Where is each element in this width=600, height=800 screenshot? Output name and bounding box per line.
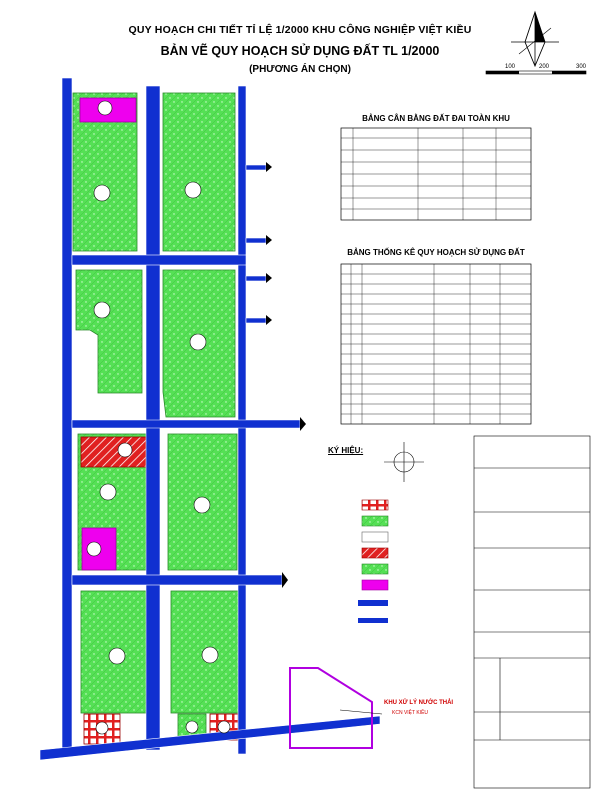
legend-compass (384, 442, 424, 482)
table-gridlines (341, 128, 531, 424)
scale-tick-300: 300 (576, 64, 587, 70)
road-stub-2 (246, 238, 266, 243)
lot-3 (76, 270, 142, 393)
table-frames (341, 128, 531, 424)
road-west (62, 78, 72, 756)
road-central (146, 86, 160, 750)
map-title: QUY HOẠCH CHI TIẾT TỈ LỆ 1/2000 KHU CÔNG NGHIỆP VIỆT KIỀU (128, 24, 472, 36)
road-stub-1 (246, 165, 266, 170)
scale-tick-100: 100 (505, 64, 516, 70)
map-option-label: (PHƯƠNG ÁN CHỌN) (249, 64, 351, 75)
map-subtitle: BẢN VẼ QUY HOẠCH SỬ DỤNG ĐẤT TL 1/2000 (160, 44, 440, 58)
road-arrows (266, 162, 306, 588)
title-block-frame (474, 436, 590, 788)
road-cross-1 (72, 255, 246, 265)
road-cross-2 (72, 420, 300, 428)
road-cross-3 (72, 575, 282, 585)
wastewater-boundary (290, 668, 372, 748)
wastewater-sublabel: KCN VIỆT KIỀU (392, 710, 429, 716)
stats-table-title: BẢNG THỐNG KÊ QUY HOẠCH SỬ DỤNG ĐẤT (347, 248, 525, 257)
road-stub-3 (246, 276, 266, 281)
lot-2 (163, 93, 235, 251)
balance-table-title: BẢNG CÂN BẰNG ĐẤT ĐAI TOÀN KHU (362, 114, 510, 123)
wastewater-label: KHU XỬ LÝ NƯỚC THẢI (384, 700, 454, 706)
scale-tick-200: 200 (539, 64, 550, 70)
legend-swatches (358, 500, 388, 623)
legend-heading: KÝ HIỆU: (328, 446, 364, 455)
road-stub-4 (246, 318, 266, 323)
warehouse-plot (81, 437, 146, 467)
